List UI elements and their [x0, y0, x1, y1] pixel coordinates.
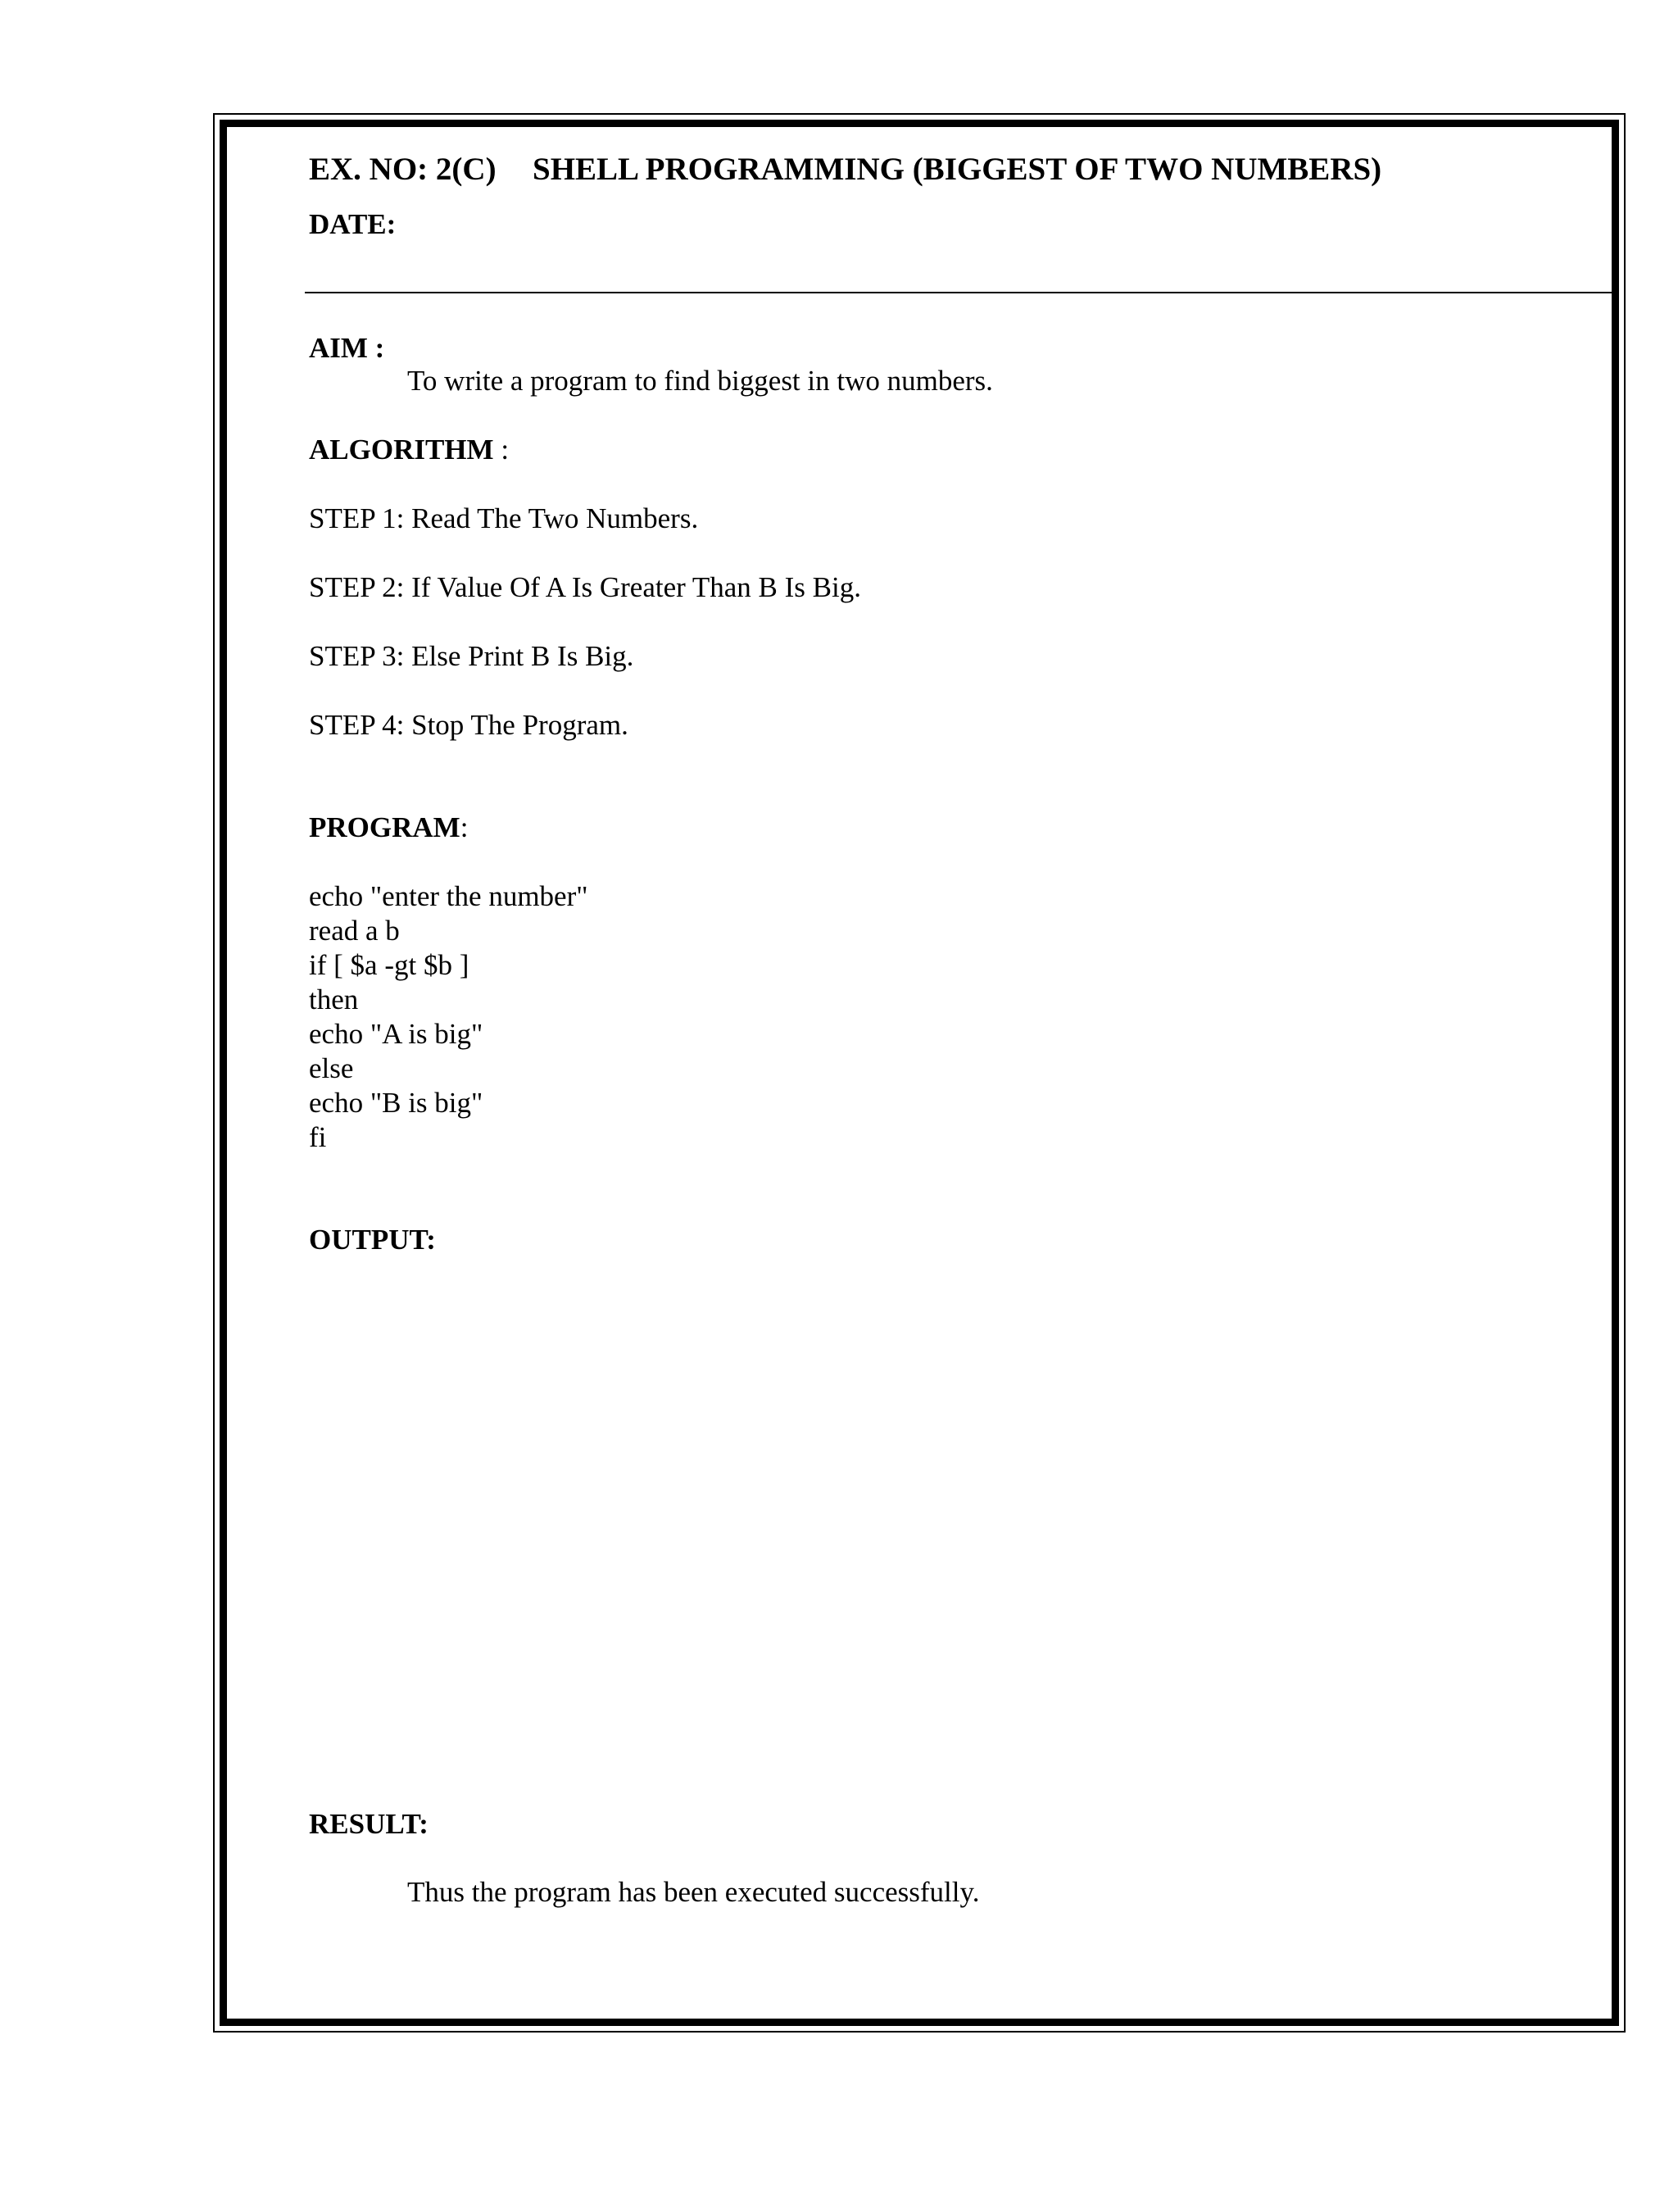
algorithm-label-suffix: : — [493, 434, 510, 466]
output-label: OUTPUT: — [309, 1224, 436, 1256]
algorithm-heading — [309, 435, 509, 464]
page-title: SHELL PROGRAMMING (BIGGEST OF TWO NUMBERS) — [533, 152, 1382, 187]
header-divider — [305, 292, 1619, 293]
program-label-suffix: : — [460, 811, 469, 843]
program-label: PROGRAM — [309, 811, 460, 843]
program-line: echo "enter the number" — [309, 880, 588, 912]
algorithm-step: STEP 3: Else Print B Is Big. — [309, 640, 634, 672]
exercise-number: EX. NO: 2(C) — [309, 152, 497, 187]
algorithm-step: STEP 1: Read The Two Numbers. — [309, 502, 699, 534]
result-text: Thus the program has been executed successfully. — [407, 1876, 980, 1908]
program-line: if [ $a -gt $b ] — [309, 949, 469, 981]
program-heading — [309, 813, 468, 842]
aim-label: AIM : — [309, 332, 385, 364]
program-line: else — [309, 1052, 354, 1084]
algorithm-label: ALGORITHM — [309, 434, 494, 466]
algorithm-step: STEP 4: Stop The Program. — [309, 709, 628, 741]
program-line: fi — [309, 1121, 327, 1153]
algorithm-step: STEP 2: If Value Of A Is Greater Than B Is Big. — [309, 571, 861, 603]
aim-text: To write a program to find biggest in two numbers. — [407, 365, 993, 397]
program-line: echo "A is big" — [309, 1018, 483, 1050]
program-line: then — [309, 983, 359, 1015]
program-line: echo "B is big" — [309, 1087, 483, 1119]
page-border-inner — [220, 120, 1619, 2026]
result-label: RESULT: — [309, 1808, 429, 1840]
program-line: read a b — [309, 915, 400, 947]
date-label: DATE: — [309, 208, 397, 240]
